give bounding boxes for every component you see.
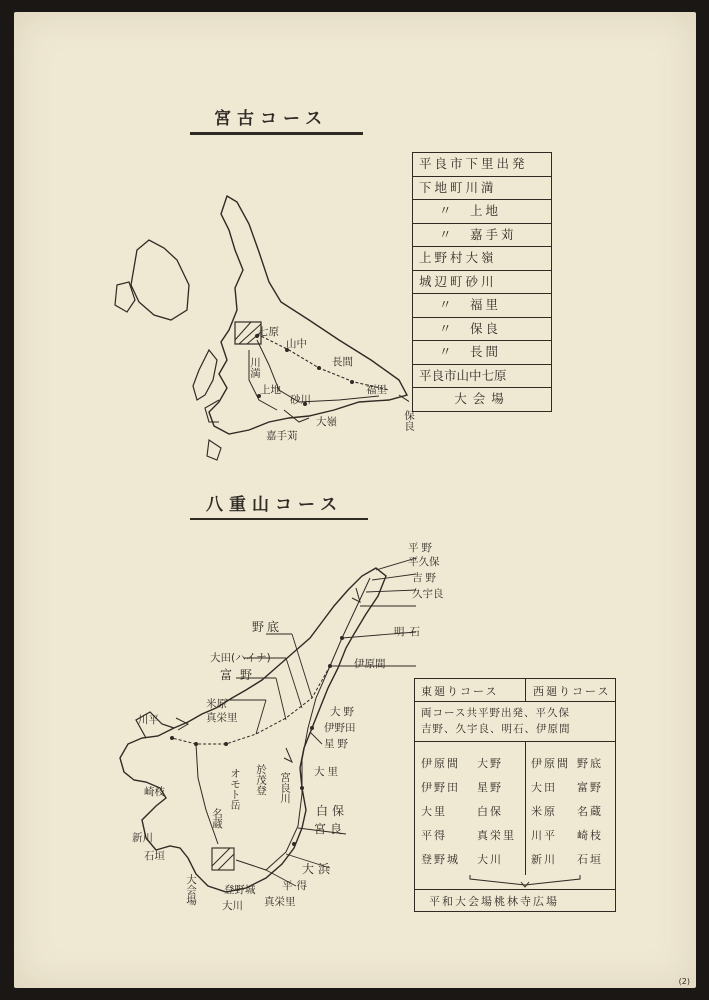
map-label-nanahara: 七原	[258, 326, 279, 338]
route-row: 〃 上地	[413, 200, 551, 224]
map-label-hoshino: 星野	[324, 738, 351, 750]
west-stop: 石垣	[577, 853, 603, 866]
west-stop: 野底	[577, 757, 603, 770]
route-row: 下地町川満	[413, 177, 551, 201]
map-label-hirakubo: 平久保	[408, 556, 440, 568]
map-label-kawamitsu: 川満	[249, 357, 261, 378]
map-label-fukusato: 福里	[366, 384, 387, 396]
route-row: 〃 保良	[413, 318, 551, 342]
east-stop: 白保	[477, 805, 503, 818]
map-label-kuura: 久宇良	[412, 588, 444, 600]
east-course-header: 東廻りコース	[421, 685, 499, 698]
map-label-inoda: 伊野田	[324, 722, 356, 734]
map-label-okawa: 大川	[222, 900, 243, 912]
west-stop: 川平	[531, 829, 557, 842]
yaeyama-title-underline	[190, 518, 368, 520]
map-label-kadekaru: 嘉手苅	[266, 430, 298, 442]
east-stop: 伊原間	[421, 757, 460, 770]
map-label-nosoko: 野底	[252, 620, 283, 634]
map-label-tomino: 富野	[220, 668, 261, 682]
map-label-miyara: 宮良	[314, 822, 347, 836]
body-divider-v	[525, 741, 526, 875]
route-row: 大会場	[454, 391, 510, 406]
map-label-yoshino: 吉野	[412, 572, 439, 584]
east-stop: 大川	[477, 853, 503, 866]
map-label-arakawa: 新川	[132, 832, 153, 844]
map-label-omine: 大嶺	[316, 416, 337, 428]
map-label-maezato-2: 真栄里	[206, 712, 238, 724]
route-row: 平良市下里出発	[413, 153, 551, 177]
west-course-header: 西廻りコース	[533, 685, 611, 698]
west-stop: 米原	[531, 805, 557, 818]
miyako-route-table	[412, 152, 552, 412]
map-label-omoto: 於茂登	[255, 764, 267, 796]
yaeyama-course-title: 八重山コース	[206, 495, 344, 515]
map-label-sunagawa: 砂川	[290, 394, 311, 406]
map-label-bora: 保良	[403, 410, 415, 431]
map-label-hirano: 平野	[408, 542, 435, 554]
page-number: (2)	[678, 977, 690, 986]
east-stop: 真栄里	[477, 829, 516, 842]
course-note-line-1: 両コース共平野出発、平久保	[421, 707, 570, 719]
map-label-uechi: 上地	[260, 384, 281, 396]
map-label-ohama: 大浜	[302, 862, 335, 876]
map-label-sakieda: 崎枝	[144, 786, 165, 798]
route-row: 上野村大嶺	[413, 247, 551, 271]
map-label-heitoku: 平得	[282, 880, 311, 892]
header-divider-h	[415, 701, 615, 702]
finish-divider	[415, 889, 615, 890]
map-label-ozato: 大里	[314, 766, 341, 778]
east-stop: 平得	[421, 829, 447, 842]
finish-location: 平和大会場桃林寺広場	[429, 895, 559, 908]
document-page	[14, 12, 696, 988]
west-stop: 大田	[531, 781, 557, 794]
route-row: 城辺町砂川	[413, 271, 551, 295]
west-stop: 名蔵	[577, 805, 603, 818]
map-label-ono: 大野	[330, 706, 357, 718]
map-label-taikaijo: 大会場	[185, 874, 197, 906]
map-label-nagura: 名蔵	[211, 808, 223, 829]
west-stop: 崎枝	[577, 829, 603, 842]
east-stop: 伊野田	[421, 781, 460, 794]
map-label-omoto-dake: オモト岳	[229, 768, 241, 810]
map-label-ishigaki: 石垣	[144, 850, 165, 862]
map-label-yamanaka: 山中	[286, 338, 307, 350]
route-row: 〃 嘉手苅	[413, 224, 551, 248]
note-divider	[415, 741, 615, 742]
miyako-course-title: 宮古コース	[214, 109, 329, 129]
map-label-nagama: 長間	[332, 356, 353, 368]
merge-arrow	[415, 875, 615, 889]
east-stop: 登野城	[421, 853, 460, 866]
east-stop: 星野	[477, 781, 503, 794]
course-note-line-2: 吉野、久宇良、明石、伊原間	[421, 723, 571, 735]
east-stop: 大里	[421, 805, 447, 818]
map-label-yonehara: 米原	[206, 698, 227, 710]
header-divider-v	[525, 679, 526, 701]
miyako-title-underline	[190, 132, 363, 135]
west-stop: 富野	[577, 781, 603, 794]
route-row: 〃 長間	[413, 341, 551, 365]
map-label-tonoshiro: 登野城	[224, 884, 256, 896]
route-row: 〃 福里	[413, 294, 551, 318]
map-label-miyara-river: 宮良川	[279, 772, 291, 804]
map-label-shiraho: 白保	[316, 804, 349, 818]
map-label-kabira: 川平	[138, 714, 159, 726]
east-stop: 大野	[477, 757, 503, 770]
map-label-akaishi: 明石	[394, 626, 425, 638]
route-row: 平良市山中七原	[413, 365, 551, 389]
west-stop: 新川	[531, 853, 557, 866]
west-stop: 伊原間	[531, 757, 570, 770]
yaeyama-route-table	[414, 678, 616, 912]
map-label-maezato: 真栄里	[264, 896, 296, 908]
map-label-ota: 大田(ハイナ)	[210, 652, 271, 664]
map-label-ibaruma: 伊原間	[354, 658, 386, 670]
